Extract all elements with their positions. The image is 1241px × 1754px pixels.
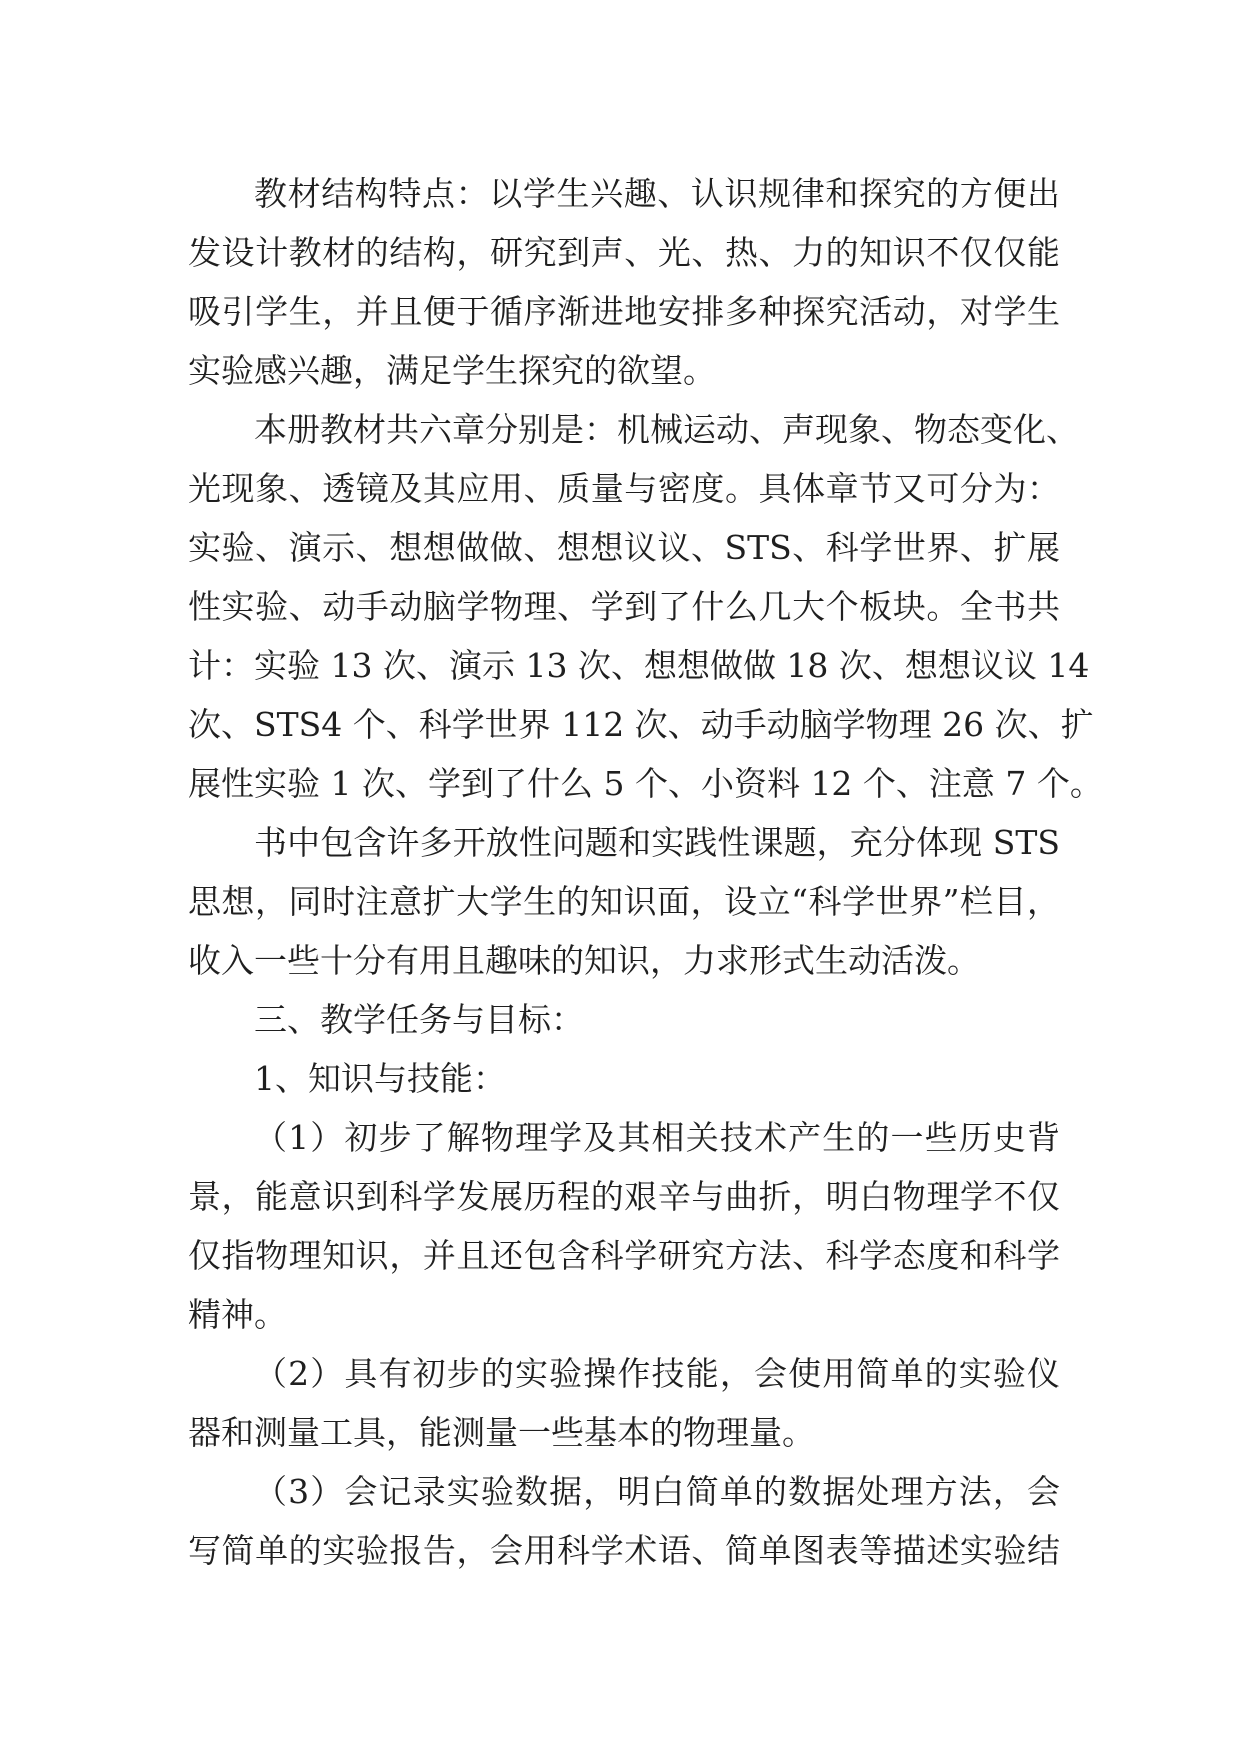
text-line: 计：实验 13 次、演示 13 次、想想做做 18 次、想想议议 14 bbox=[188, 646, 1090, 685]
text-line: 精神。 bbox=[188, 1295, 287, 1334]
subheading-knowledge-skills bbox=[188, 1049, 1060, 1108]
section-heading-teaching-goals bbox=[188, 990, 1060, 1049]
text-line: 思想，同时注意扩大学生的知识面，设立“科学世界”栏目， bbox=[188, 882, 1060, 921]
list-item-1 bbox=[188, 1108, 1060, 1344]
paragraph-open-questions bbox=[188, 813, 1060, 990]
text-line: （3）会记录实验数据，明白简单的数据处理方法，会 bbox=[254, 1472, 1060, 1511]
text-line: 三、教学任务与目标： bbox=[254, 1000, 584, 1039]
text-line: 次、STS4 个、科学世界 112 次、动手动脑学物理 26 次、扩 bbox=[188, 705, 1094, 744]
text-line: 景，能意识到科学发展历程的艰辛与曲折，明白物理学不仅 bbox=[188, 1177, 1060, 1216]
text-line: 1、知识与技能： bbox=[254, 1059, 506, 1098]
list-item-3 bbox=[188, 1462, 1060, 1580]
text-line: 吸引学生，并且便于循序渐进地安排多种探究活动，对学生 bbox=[188, 292, 1060, 331]
text-line: 发设计教材的结构，研究到声、光、热、力的知识不仅仅能 bbox=[188, 233, 1060, 272]
list-item-2 bbox=[188, 1344, 1060, 1462]
text-line: 性实验、动手动脑学物理、学到了什么几大个板块。全书共 bbox=[188, 587, 1060, 626]
text-line: 教材结构特点：以学生兴趣、认识规律和探究的方便出 bbox=[254, 174, 1060, 213]
text-line: 实验、演示、想想做做、想想议议、STS、科学世界、扩展 bbox=[188, 528, 1060, 567]
text-line: 写简单的实验报告，会用科学术语、简单图表等描述实验结 bbox=[188, 1531, 1060, 1570]
text-line: 展性实验 1 次、学到了什么 5 个、小资料 12 个、注意 7 个。 bbox=[188, 764, 1103, 803]
text-line: （2）具有初步的实验操作技能，会使用简单的实验仪 bbox=[254, 1354, 1060, 1393]
paragraph-structure-features bbox=[188, 164, 1060, 400]
text-line: 器和测量工具，能测量一些基本的物理量。 bbox=[188, 1413, 815, 1452]
text-line: 仅指物理知识，并且还包含科学研究方法、科学态度和科学 bbox=[188, 1236, 1060, 1275]
text-line: 实验感兴趣，满足学生探究的欲望。 bbox=[188, 351, 716, 390]
text-line: 书中包含许多开放性问题和实践性课题，充分体现 STS bbox=[254, 823, 1060, 862]
text-line: 本册教材共六章分别是：机械运动、声现象、物态变化、 bbox=[254, 410, 1079, 449]
text-line: （1）初步了解物理学及其相关技术产生的一些历史背 bbox=[254, 1118, 1060, 1157]
document-body bbox=[188, 164, 1103, 1580]
text-line: 光现象、透镜及其应用、质量与密度。具体章节又可分为： bbox=[188, 469, 1060, 508]
paragraph-chapters bbox=[188, 400, 1103, 813]
text-line: 收入一些十分有用且趣味的知识，力求形式生动活泼。 bbox=[188, 941, 980, 980]
